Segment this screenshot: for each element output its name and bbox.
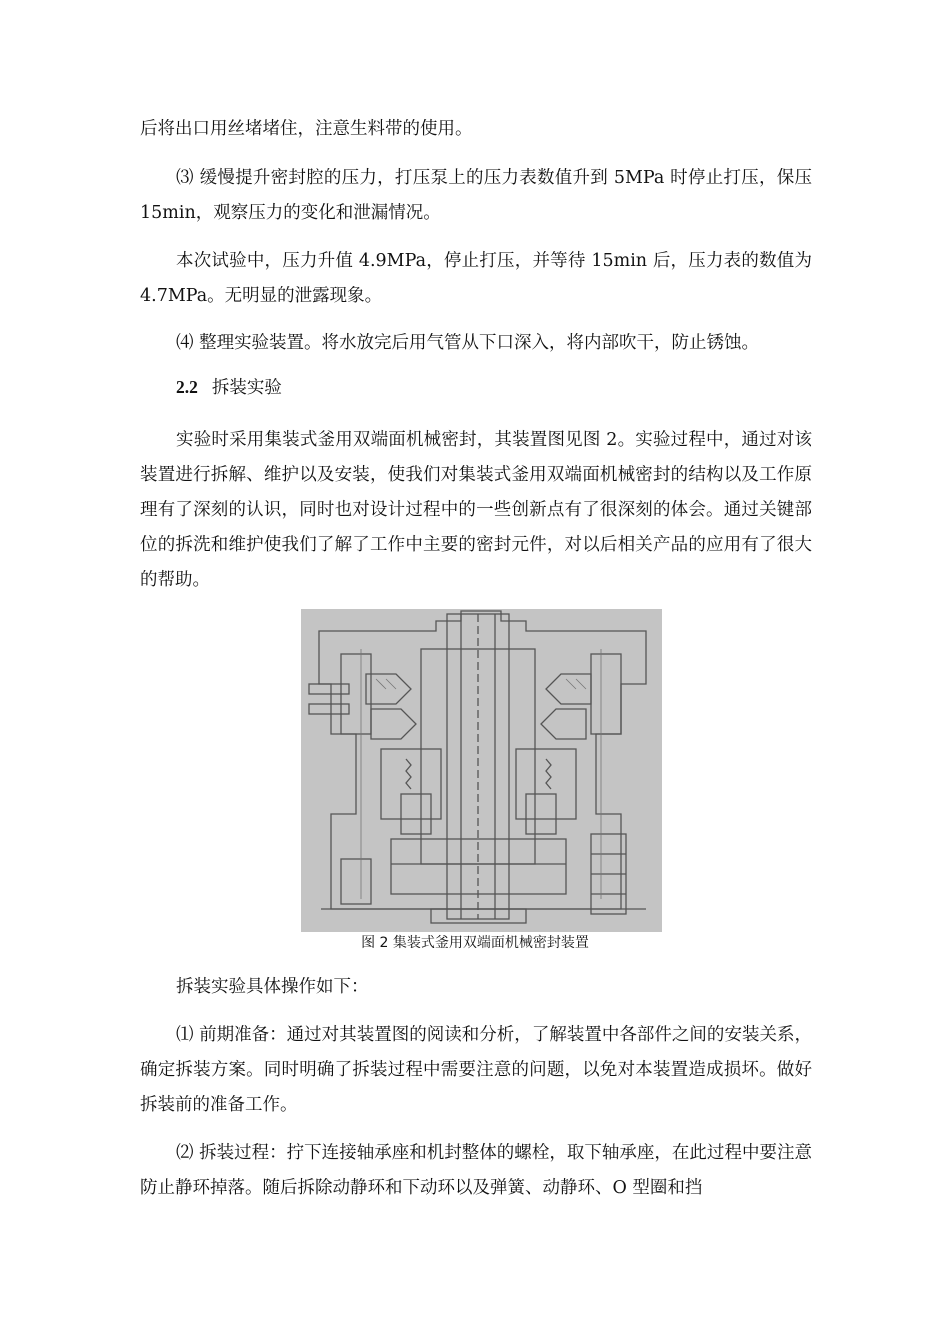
paragraph-test-result: 本次试验中，压力升值 4.9MPa，停止打压，并等待 15min 后，压力表的数值为 4.7MPa。无明显的泄露现象。 xyxy=(140,251,812,306)
paragraph-step-3: ⑶ 缓慢提升密封腔的压力，打压泵上的压力表数值升到 5MPa 时停止打压，保压 15min，观察压力的变化和泄漏情况。 xyxy=(140,168,812,223)
paragraph-experiment-intro: 实验时采用集装式釜用双端面机械密封，其装置图见图 2。实验过程中，通过对该装置进行拆解、维护以及安装，使我们对集装式釜用双端面机械密封的结构以及工作原理有了深刻的认识，同时也对设计过程中的一些创新点有了很深刻的体会。通过关键部位的拆洗和维护使我们了解了工作中主要的密封元件，对以后相关产品的应用有了很大的帮助。 xyxy=(140,430,812,590)
section-number: 2.2 xyxy=(176,377,198,397)
paragraph-step-2-disassembly: ⑵ 拆装过程：拧下连接轴承座和机封整体的螺栓，取下轴承座，在此过程中要注意防止静环掉落。随后拆除动静环和下动环以及弹簧、动静环、O 型圈和挡 xyxy=(140,1143,812,1198)
paragraph-step-1-preparation: ⑴ 前期准备：通过对其装置图的阅读和分析，了解装置中各部件之间的安装关系，确定拆装方案。同时明确了拆装过程中需要注意的问题，以免对本装置造成损坏。做好拆装前的准备工作。 xyxy=(140,1025,812,1115)
figure-caption: 图 2 集装式釜用双端面机械密封装置 xyxy=(361,935,589,951)
seal-assembly-drawing-image xyxy=(301,609,662,932)
mechanical-seal-drawing xyxy=(301,609,662,932)
paragraph-procedure-intro: 拆装实验具体操作如下： xyxy=(176,977,369,997)
paragraph-step-4: ⑷ 整理实验装置。将水放完后用气管从下口深入，将内部吹干，防止锈蚀。 xyxy=(176,333,760,353)
paragraph-1: 后将出口用丝堵堵住，注意生料带的使用。 xyxy=(140,119,473,139)
section-heading xyxy=(176,370,282,406)
section-title: 拆装实验 xyxy=(211,378,282,398)
